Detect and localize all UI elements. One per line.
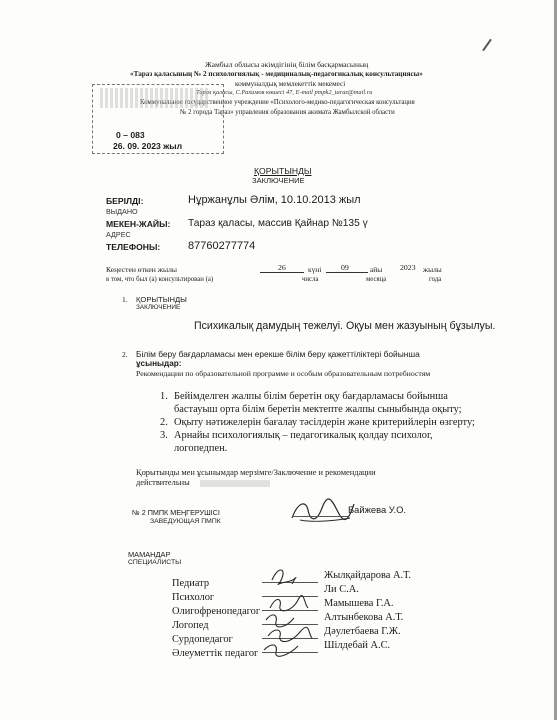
consult-day: 26 bbox=[278, 263, 286, 272]
field-issued-label: БЕРІЛДІ: bbox=[106, 196, 144, 206]
header-address: Тараз қаласы, С.Рахимов көшесі 47, E-mail pmpk2_taraz@mail.ru bbox=[196, 89, 373, 96]
specialist-role-1: Педиатр bbox=[172, 578, 210, 589]
consult-month: 09 bbox=[341, 263, 349, 272]
specialists-title-ru: СПЕЦИАЛИСТЫ bbox=[128, 559, 182, 566]
section2-title-kz: Білім беру бағдарламасы мен ерекше білім беру қажеттіліктері бойынша bbox=[136, 349, 420, 359]
director-sign-line bbox=[292, 516, 348, 517]
consult-month-kz: айы bbox=[370, 265, 383, 274]
recommendation-3-line-2: логопедпен. bbox=[174, 443, 228, 454]
specialist-role-6: Әлеуметтік педагог bbox=[172, 648, 259, 659]
stamp-number: 0 – 083 bbox=[116, 130, 145, 140]
consult-day-line bbox=[260, 272, 304, 273]
field-phone-label: ТЕЛЕФОНЫ: bbox=[106, 242, 161, 252]
section1-title-ru: ЗАКЛЮЧЕНИЕ bbox=[136, 304, 181, 311]
header-line-5: № 2 города Тараз» управления образования акимата Жамбылской области bbox=[180, 109, 395, 116]
director-name: Байжева У.О. bbox=[348, 504, 406, 515]
specialist-name-6: Шілдебай А.С. bbox=[324, 640, 391, 651]
specialist-role-3: Олигофренопедагог bbox=[172, 606, 261, 617]
section1-title-kz: ҚОРЫТЫНДЫ bbox=[136, 295, 187, 304]
recommendation-1-line-1: Бейімделген жалпы білім беретін оқу бағдарламасы бойынша bbox=[174, 391, 448, 402]
specialist-role-2: Психолог bbox=[172, 592, 215, 603]
specialist-name-3: Мамышева Г.А. bbox=[324, 598, 394, 609]
specialist-name-5: Дәулетбаева Г.Ж. bbox=[324, 626, 401, 637]
consult-year-ru: года bbox=[429, 276, 442, 283]
header-line-1: Жамбыл облысы әкімдігінің білім басқармасының bbox=[205, 60, 369, 69]
consult-day-kz: күні bbox=[308, 265, 322, 274]
field-address-label: МЕКЕН-ЖАЙЫ: bbox=[106, 219, 171, 229]
specialist-role-5: Сурдопедагог bbox=[172, 634, 233, 645]
recommendation-1-line-2: бастауыш орта білім беретін мектепте жалпы сыныбында оқыту; bbox=[174, 404, 462, 415]
consult-day-ru: числа bbox=[302, 276, 319, 283]
consult-year: 2023 bbox=[400, 263, 416, 272]
specialist-name-1: Жылқайдарова А.Т. bbox=[324, 570, 411, 581]
consult-month-line bbox=[326, 272, 368, 273]
specialist-name-2: Ли С.А. bbox=[324, 584, 359, 595]
consult-year-kz: жылы bbox=[423, 265, 442, 274]
header-line-3: коммуналдық мемлекеттік мекемесі bbox=[235, 80, 346, 88]
consult-month-ru: месяца bbox=[366, 276, 387, 283]
stamp-date: 26. 09. 2023 жыл bbox=[113, 141, 183, 151]
director-signature bbox=[288, 494, 358, 528]
director-org-ru: ЗАВЕДУЮЩАЯ ПМПК bbox=[150, 518, 221, 525]
validity-line-2: действительны bbox=[136, 478, 190, 487]
field-address-sublabel: АДРЕС bbox=[106, 230, 131, 239]
header-line-2: «Тараз қаласының № 2 психологиялық - медициналық-педагогикалық консультациясы» bbox=[130, 70, 423, 78]
specialist-name-4: Алтынбекова А.Т. bbox=[324, 612, 404, 623]
director-org-kz: № 2 ПМПК МЕҢГЕРУШІСІ bbox=[132, 508, 220, 517]
section1-text: Психикалық дамудың тежелуі. Оқуы мен жазуының бұзылуы. bbox=[194, 320, 496, 332]
specialists-title-kz: МАМАНДАР bbox=[128, 550, 171, 559]
scan-mark-top bbox=[482, 39, 492, 52]
validity-blurred bbox=[200, 480, 270, 487]
section1-number: 1. bbox=[122, 295, 128, 304]
specialists-signatures bbox=[252, 562, 322, 662]
recommendation-number-2: 2. bbox=[160, 417, 168, 428]
section2-number: 2. bbox=[122, 350, 128, 359]
recommendation-3-line-1: Арнайы психологиялық – педагогикалық қолдау психолог, bbox=[174, 430, 433, 441]
title-ru: ЗАКЛЮЧЕНИЕ bbox=[252, 176, 305, 185]
consult-ru-prefix: в том, что был (а) консультирован (а) bbox=[106, 276, 214, 283]
field-phone-value: 87760277774 bbox=[188, 240, 256, 252]
consult-kz-prefix: Кеңестен өткен жылы bbox=[106, 265, 177, 274]
recommendation-number-1: 1. bbox=[160, 391, 168, 402]
header-line-4: Коммунальное государственное учреждение «Психолого-медико-педагогическая консультация bbox=[140, 99, 415, 106]
specialist-role-4: Логопед bbox=[172, 620, 209, 631]
recommendation-number-3: 3. bbox=[160, 430, 168, 441]
field-issued-sublabel: ВЫДАНО bbox=[106, 207, 138, 216]
recommendation-2: Оқыту нәтижелерін бағалау тәсілдерін және критерийлерін өзгерту; bbox=[174, 417, 475, 428]
stamp-faded-text bbox=[100, 88, 210, 108]
validity-line-1: Қорытынды мен ұсынымдар мерзімге/Заключение и рекомендации bbox=[136, 468, 376, 477]
section2-title-ru: Рекомендации по образовательной программе и особым образовательным потребностям bbox=[136, 369, 431, 378]
field-address-value: Тараз қаласы, массив Қайнар №135 ү bbox=[188, 218, 368, 229]
field-issued-value: Нұржанұлы Әлім, 10.10.2013 жыл bbox=[188, 194, 361, 206]
title-kz: ҚОРЫТЫНДЫ bbox=[254, 166, 312, 176]
section2-title-kz-2: ұсыныдар: bbox=[136, 359, 182, 368]
